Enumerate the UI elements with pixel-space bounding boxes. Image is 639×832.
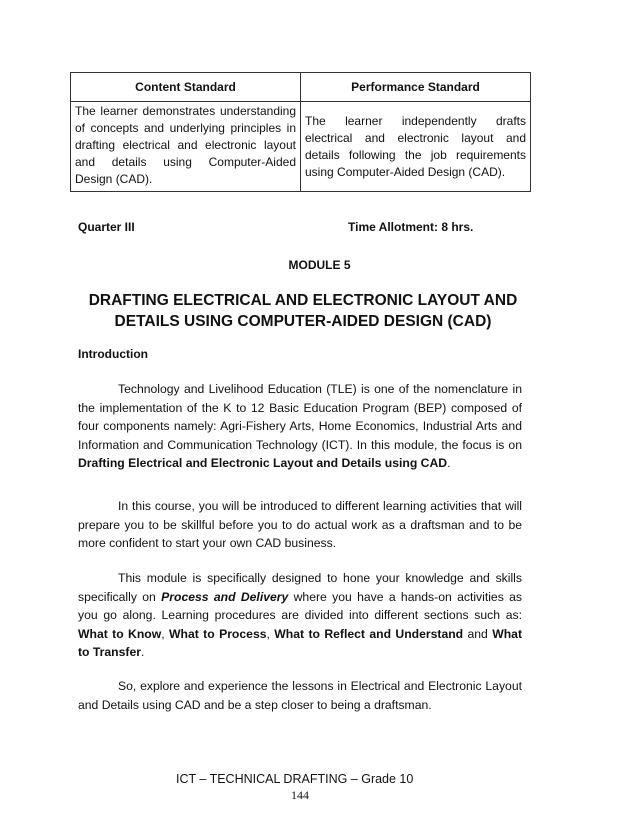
intro-paragraph-2: In this course, you will be introduced to different learning activities that will prepare you to be skillful before you to do actual work as a draftsman and to be more confident to start your own CAD business. [78,499,522,550]
content-standard-header: Content Standard [71,73,301,102]
paragraph-text: This module is specifically designed to hone your knowledge and skills specifically on [78,571,522,604]
module-label: MODULE 5 [288,258,351,272]
section-heading: Introduction [78,347,148,361]
section-name-what-to-know: What to Know [78,626,162,641]
section-name-what-to-reflect: What to Reflect and Understand [274,626,464,641]
module-title-line: DRAFTING ELECTRICAL AND ELECTRONIC LAYOUT AND [88,292,518,309]
performance-standard-header: Performance Standard [301,73,531,102]
paragraph-text: and [463,626,493,641]
performance-standard-cell: The learner independently drafts electrical and electronic layout and details following the job requirements using Computer-Aided Design (CAD). [301,102,531,192]
page-number: 144 [291,788,309,802]
content-standard-cell: The learner demonstrates understanding of concepts and underlying principles in drafting electrical and electronic layout and details using Computer-Aided Design (CAD). [71,102,301,192]
standards-body-row [71,102,531,192]
paragraph-text: . [447,456,451,470]
section-name-what-to-process: What to Process [169,626,267,641]
emphasis-text: Process and Delivery [161,589,289,604]
paragraph-text: , [266,626,275,641]
emphasis-text: Drafting Electrical and Electronic Layout and Details using CAD [78,456,448,470]
section-name-what-to-transfer: What to Transfer [78,626,523,659]
standards-header-row [71,73,531,102]
module-title [78,290,528,332]
intro-paragraph-3 [78,569,522,662]
quarter-label: Quarter III [78,220,135,234]
intro-paragraph-4: So, explore and experience the lessons in Electrical and Electronic Layout and Details using CAD and be a step closer to being a draftsman. [78,679,522,712]
paragraph-text: where you have a hands-on activities as you go along. Learning procedures are divided into different sections such as: [78,589,522,622]
paragraph-text: , [161,626,170,641]
module-title-line: DETAILS USING COMPUTER-AIDED DESIGN (CAD) [114,313,492,330]
paragraph-text: . [140,645,145,659]
time-allotment: Time Allotment: 8 hrs. [348,220,474,234]
standards-table [70,72,531,192]
intro-paragraph-1 [78,380,522,473]
page-footer: ICT – TECHNICAL DRAFTING – Grade 10 [176,772,414,786]
paragraph-text: Technology and Livelihood Education (TLE) is one of the nomenclature in the implementation of the K to 12 Basic Education Program (BEP) composed of four components namely: Agri-Fishery Arts, Home Economics, Industrial Arts and Information and Communication Technology (ICT). In this module, the focus is on [78,382,522,452]
